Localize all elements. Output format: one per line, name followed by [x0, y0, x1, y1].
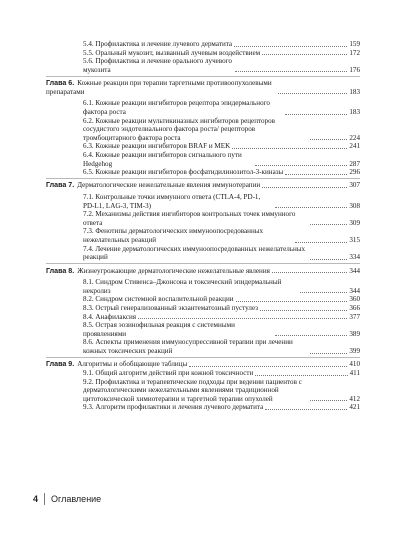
entry-page: 366	[349, 303, 360, 312]
entry-title: 6.5. Кожные реакции ингибиторов фосфатидилинозитол-3-киназы	[83, 168, 284, 177]
chapter-label: Глава 9.	[46, 360, 75, 369]
divider	[46, 357, 360, 358]
entry-page: 159	[349, 40, 360, 48]
toc-entry[interactable]	[46, 378, 360, 404]
toc-entry[interactable]	[46, 210, 360, 227]
entry-title: 6.1. Кожные реакции ингибиторов рецептора эпидермального фактора роста	[83, 99, 270, 116]
entry-page: 389	[349, 329, 360, 338]
entry-title: 7.1. Контрольные точки иммунного ответа (CTLA-4, PD-1, PD-L1, LAG-3, TIM-3)	[83, 193, 261, 210]
toc-entry[interactable]	[46, 40, 360, 49]
divider	[46, 76, 360, 77]
toc-entry[interactable]	[46, 117, 360, 143]
toc-entry[interactable]	[46, 151, 360, 168]
entry-page: 399	[349, 346, 360, 355]
entry-page: 334	[349, 253, 360, 262]
toc-entry[interactable]	[46, 49, 360, 58]
entry-title: 8.3. Острый генерализованный экзантематозный пустулез	[83, 303, 258, 312]
entry-title: 8.2. Синдром системной воспалительной реакции	[83, 295, 234, 304]
entry-title: 9.2. Профилактика и терапевтические подходы при ведении пациентов с дерматологическими нежелательными явлениями традиционной цитотоксической химиотерапии и таргетной терапии опухолей	[83, 377, 302, 403]
divider	[46, 263, 360, 264]
entry-page: 224	[349, 133, 360, 142]
chapter-heading-8[interactable]	[46, 267, 360, 276]
toc-entry[interactable]	[46, 193, 360, 210]
entry-page: 377	[349, 312, 360, 321]
chapter-page: 410	[349, 360, 360, 369]
toc-entry[interactable]	[46, 278, 360, 295]
entry-page: 183	[349, 107, 360, 116]
chapter-page: 183	[349, 87, 360, 96]
toc-entry[interactable]	[46, 321, 360, 338]
entry-title: 7.4. Лечение дерматологических иммуноопосредованных нежелательных реакций	[83, 244, 306, 262]
entry-title: 8.1. Синдром Стивенса–Джонсона и токсический эпидермальный некролиз	[83, 278, 282, 295]
chapter-heading-6[interactable]	[46, 79, 360, 96]
divider	[46, 178, 360, 179]
toc-entry[interactable]	[46, 369, 360, 378]
toc-entry[interactable]	[46, 295, 360, 304]
chapter-label: Глава 6.	[46, 79, 75, 88]
entry-title: 7.2. Механизмы действия ингибиторов контрольных точек иммунного ответа	[83, 210, 296, 227]
toc-entry[interactable]	[46, 227, 360, 244]
entry-page: 315	[349, 236, 360, 245]
toc-entry[interactable]	[46, 304, 360, 313]
entry-title: 9.1. Общий алгоритм действий при кожной токсичности	[83, 368, 254, 377]
section-name: Оглавление	[51, 494, 102, 504]
entry-title: 6.3. Кожные реакции ингибиторов BRAF и MEK	[83, 142, 231, 151]
entry-page: 287	[349, 159, 360, 168]
entry-page: 344	[349, 286, 360, 295]
chapter-page: 307	[349, 181, 360, 190]
chapter-label: Глава 7.	[46, 181, 75, 190]
entry-page: 411	[349, 368, 360, 377]
entry-title: 5.4. Профилактика и лечение лучевого дерматита	[83, 40, 233, 48]
entry-page: 241	[349, 142, 360, 151]
toc-entry[interactable]	[46, 338, 360, 355]
chapter-title: Дерматологические нежелательные явления иммунотерапии	[77, 181, 261, 190]
toc-entry[interactable]	[46, 142, 360, 151]
entry-page: 421	[349, 403, 360, 412]
toc-entry[interactable]	[46, 403, 360, 412]
entry-page: 309	[349, 218, 360, 227]
page-number: 4	[33, 494, 39, 504]
entry-page: 172	[349, 48, 360, 57]
entry-page: 308	[349, 201, 360, 210]
toc-entry[interactable]	[46, 168, 360, 177]
toc-entry[interactable]	[46, 99, 360, 116]
entry-title: 8.5. Острая эозинофильная реакция с системными проявлениями	[83, 321, 235, 338]
chapter-heading-9[interactable]	[46, 360, 360, 369]
entry-title: 8.4. Анафилаксия	[83, 312, 137, 321]
entry-page: 412	[349, 394, 360, 403]
toc-entry[interactable]	[46, 245, 360, 262]
entry-page: 296	[349, 168, 360, 177]
chapter-title: Алгоритмы и обобщающие таблицы	[77, 360, 188, 369]
chapter-page: 344	[349, 266, 360, 275]
toc-entry[interactable]	[46, 313, 360, 322]
chapter-heading-7[interactable]	[46, 181, 360, 190]
entry-title: 5.6. Профилактика и лечение орального лучевого мукозита	[83, 57, 232, 74]
entry-title: 5.5. Оральный мукозит, вызванный лучевым воздействием	[83, 48, 261, 57]
chapter-title: Жизнеугрожающие дерматологические нежелательные явления	[77, 266, 270, 275]
entry-title: 6.4. Кожные реакции ингибиторов сигнального пути Hedgehog	[83, 150, 242, 168]
page-footer	[33, 493, 101, 505]
entry-title: 6.2. Кожные реакции мультикиназных ингибиторов рецепторов сосудистого эндотелиального фактора роста/ рецепторов тромбоцитарного фактора роста	[83, 116, 275, 142]
entry-title: 7.3. Фенотипы дерматологических иммуноопосредованных нежелательных реакций	[83, 227, 264, 245]
entry-title: 8.6. Аспекты применения иммуносупрессивной терапии при лечении кожных токсических реакций	[83, 338, 293, 355]
entry-page: 176	[349, 65, 360, 74]
table-of-contents	[46, 40, 360, 412]
entry-page: 360	[349, 295, 360, 304]
toc-entry[interactable]	[46, 57, 360, 74]
chapter-title: Кожные реакции при терапии таргетными противоопухолевыми препаратами	[46, 79, 272, 96]
entry-title: 9.3. Алгоритм профилактики и лечения лучевого дерматита	[83, 403, 264, 412]
footer-divider	[44, 493, 45, 505]
chapter-label: Глава 8.	[46, 266, 75, 275]
